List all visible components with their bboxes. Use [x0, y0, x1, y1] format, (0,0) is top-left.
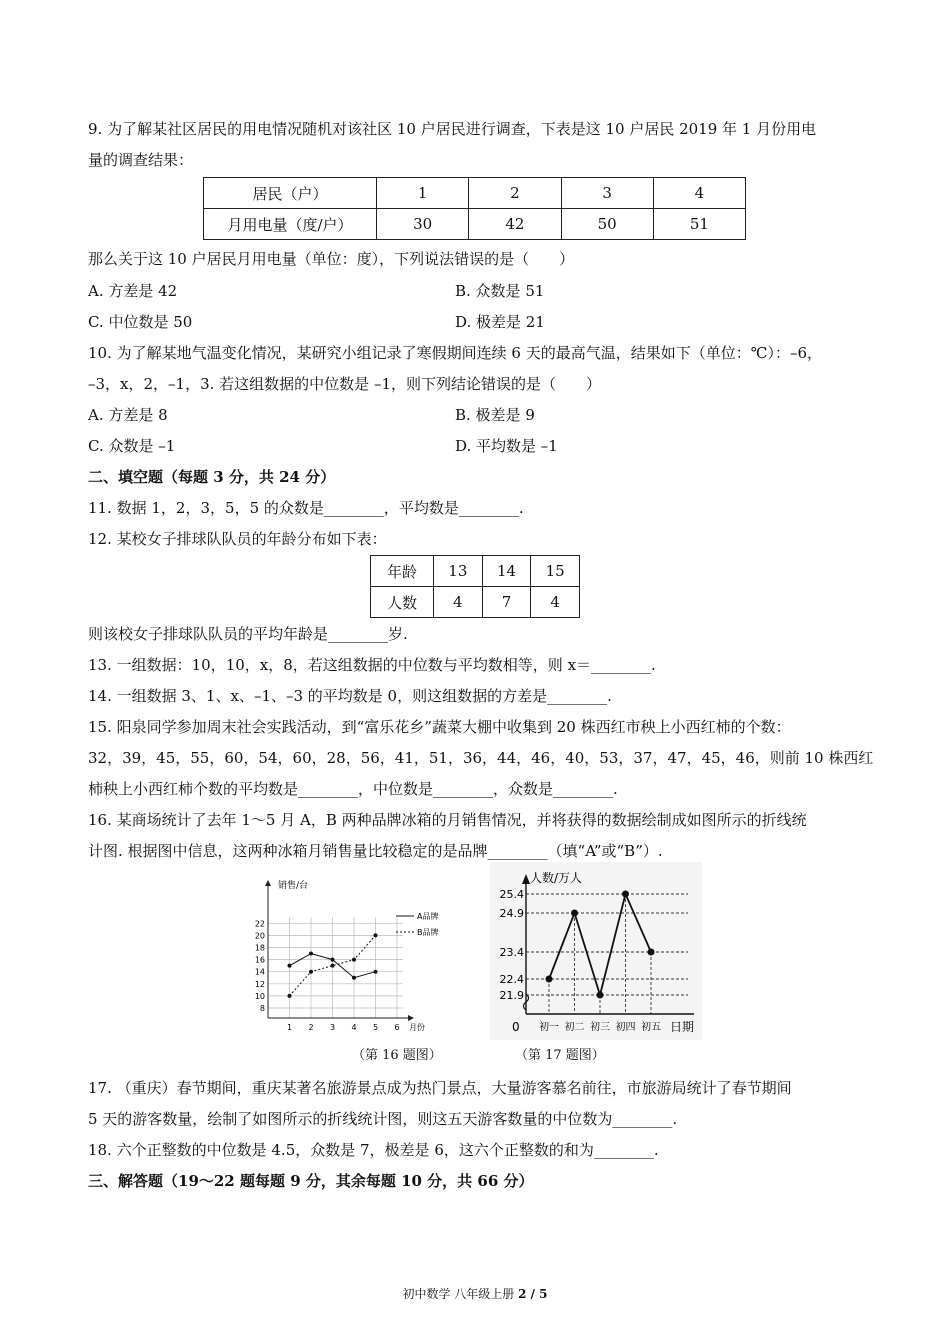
q9-option-a: A. 方差是 42: [88, 282, 178, 300]
data-point: [309, 970, 313, 974]
q17-line-chart: [490, 862, 702, 1040]
data-point: [648, 949, 655, 956]
x-axis-title: 月份: [409, 1023, 425, 1032]
data-point: [374, 933, 378, 937]
data-point: [622, 891, 629, 898]
y-axis-title: 销售/台: [278, 881, 309, 891]
q12-line1: 12. 某校女子排球队队员的年龄分布如下表：: [88, 530, 387, 548]
q9-option-d: D. 极差是 21: [455, 313, 545, 331]
data-point: [597, 992, 604, 999]
q13: 13. 一组数据：10，10，x，8，若这组数据的中位数与平均数相等，则 x＝________.: [88, 656, 656, 674]
q12-table: [370, 555, 580, 618]
table-cell: 51: [653, 209, 745, 240]
y-tick-label: 22.4: [499, 973, 524, 986]
y-tick-label: 14: [254, 967, 265, 977]
table-row: [371, 587, 580, 618]
y-tick-label: 24.9: [499, 907, 524, 920]
table-row: [204, 209, 746, 240]
q10-option-b: B. 极差是 9: [455, 406, 535, 424]
q16-line2: 计图. 根据图中信息，这两种冰箱月销售量比较稳定的是品牌________（填“A”或“B”）.: [88, 842, 663, 860]
q9-option-b: B. 众数是 51: [455, 282, 545, 300]
table-cell: 15: [531, 556, 580, 587]
x-tick-label: 初三: [590, 1022, 610, 1033]
legend-label: A品牌: [417, 912, 439, 921]
q17-line2: 5 天的游客数量，绘制了如图所示的折线统计图，则这五天游客数量的中位数为________.: [88, 1110, 678, 1128]
q12-line2: 则该校女子排球队队员的平均年龄是________岁.: [88, 625, 408, 643]
q10-option-c: C. 众数是 –1: [88, 437, 176, 455]
data-point: [352, 958, 356, 962]
q17-line1: 17. （重庆）春节期间，重庆某著名旅游景点成为热门景点，大量游客慕名前往，市旅游局统计了春节期间: [88, 1079, 792, 1097]
q15-line2: 32，39，45，55，60，54，60，28，56，41，51，36，44，46，40，53，37，47，45，46，则前 10 株西红: [88, 749, 874, 767]
q9-table: [203, 177, 746, 240]
legend-label: B品牌: [417, 928, 439, 937]
q9-line1: 9. 为了解某社区居民的用电情况随机对该社区 10 户居民进行调查，下表是这 10 户居民 2019 年 1 月份用电: [88, 120, 817, 138]
q14: 14. 一组数据 3、1、x、–1、–3 的平均数是 0，则这组数据的方差是________.: [88, 687, 612, 705]
x-tick-label: 初一: [539, 1022, 559, 1033]
data-point: [331, 958, 335, 962]
y-axis-title: 人数/万人: [530, 871, 583, 885]
q16-line-chart: [256, 876, 446, 1036]
q11: 11. 数据 1，2，3，5，5 的众数是________，平均数是________.: [88, 499, 524, 517]
x-tick-label: 3: [329, 1023, 336, 1032]
q15-line1: 15. 阳泉同学参加周末社会实践活动，到“富乐花乡”蔬菜大棚中收集到 20 株西红市秧上小西红柿的个数：: [88, 718, 791, 736]
y-tick-label: 12: [254, 979, 265, 989]
q16-line1: 16. 某商场统计了去年 1～5 月 A，B 两种品牌冰箱的月销售情况，并将获得的数据绘制成如图所示的折线统: [88, 811, 807, 829]
y-tick-label: 21.9: [499, 989, 524, 1002]
q10-option-d: D. 平均数是 –1: [455, 437, 558, 455]
y-axis-arrow: [265, 880, 271, 886]
table-cell: 1: [377, 178, 469, 209]
data-point: [352, 976, 356, 980]
y-tick-label: 8: [259, 1004, 265, 1013]
y-tick-label: 22: [254, 919, 265, 929]
x-tick-label: 初二: [564, 1022, 585, 1033]
table-cell: 月用电量（度/户）: [204, 209, 377, 240]
data-point: [571, 910, 578, 917]
table-cell: 42: [469, 209, 561, 240]
data-point: [288, 994, 292, 998]
x-tick-label: 1: [286, 1023, 293, 1032]
x-axis-arrow: [408, 1015, 414, 1021]
y-tick-label: 18: [254, 943, 265, 953]
data-point: [374, 970, 378, 974]
q10-option-a: A. 方差是 8: [88, 406, 168, 424]
page-number: 2 / 5: [518, 1287, 548, 1301]
table-cell: 年龄: [371, 556, 434, 587]
table-cell: 居民（户）: [204, 178, 377, 209]
q9-option-c: C. 中位数是 50: [88, 313, 193, 331]
q15-line3: 柿秧上小西红柿个数的平均数是________，中位数是________，众数是________.: [88, 780, 618, 798]
q16-caption: （第 16 题图）: [352, 1048, 442, 1063]
y-tick-label: 20: [254, 931, 265, 941]
section-3-heading: 三、解答题（19～22 题每题 9 分，其余每题 10 分，共 66 分）: [88, 1172, 534, 1190]
table-cell: 14: [482, 556, 531, 587]
q17-caption: （第 17 题图）: [515, 1048, 605, 1063]
data-point: [288, 964, 292, 968]
table-cell: 2: [469, 178, 561, 209]
table-cell: 4: [531, 587, 580, 618]
q9-line2: 量的调查结果：: [88, 151, 194, 169]
data-point: [546, 976, 553, 983]
section-2-heading: 二、填空题（每题 3 分，共 24 分）: [88, 468, 336, 486]
origin-label: 0: [512, 1020, 520, 1034]
q10-line1: 10. 为了解某地气温变化情况，某研究小组记录了寒假期间连续 6 天的最高气温，结果如下（单位：℃）：–6，: [88, 344, 823, 362]
x-axis-title: 日期: [670, 1020, 695, 1034]
x-tick-label: 6: [394, 1023, 400, 1032]
q10-line2: –3，x，2，–1，3. 若这组数据的中位数是 –1，则下列结论错误的是（ ）: [88, 375, 601, 393]
table-cell: 7: [482, 587, 531, 618]
table-cell: 人数: [371, 587, 434, 618]
data-point: [331, 964, 335, 968]
data-point: [309, 952, 313, 956]
x-tick-label: 4: [351, 1023, 357, 1032]
table-cell: 13: [434, 556, 483, 587]
y-tick-label: 16: [254, 955, 265, 965]
y-tick-label: 23.4: [499, 946, 524, 959]
page-footer: [0, 1286, 950, 1302]
table-cell: 3: [561, 178, 653, 209]
table-row: [371, 556, 580, 587]
footer-text: 初中数学 八年级上册: [402, 1287, 519, 1301]
q9-question: 那么关于这 10 户居民月用电量（单位：度），下列说法错误的是（ ）: [88, 250, 575, 268]
x-tick-label: 初四: [615, 1022, 636, 1033]
x-tick-label: 初五: [641, 1022, 661, 1033]
table-cell: 4: [653, 178, 745, 209]
table-cell: 4: [434, 587, 483, 618]
x-tick-label: 5: [372, 1023, 379, 1032]
q18: 18. 六个正整数的中位数是 4.5，众数是 7，极差是 6，这六个正整数的和为________.: [88, 1141, 659, 1159]
table-cell: 30: [377, 209, 469, 240]
table-row: [204, 178, 746, 209]
y-tick-label: 10: [254, 991, 265, 1001]
table-cell: 50: [561, 209, 653, 240]
x-tick-label: 2: [308, 1023, 314, 1032]
y-tick-label: 25.4: [499, 888, 524, 901]
